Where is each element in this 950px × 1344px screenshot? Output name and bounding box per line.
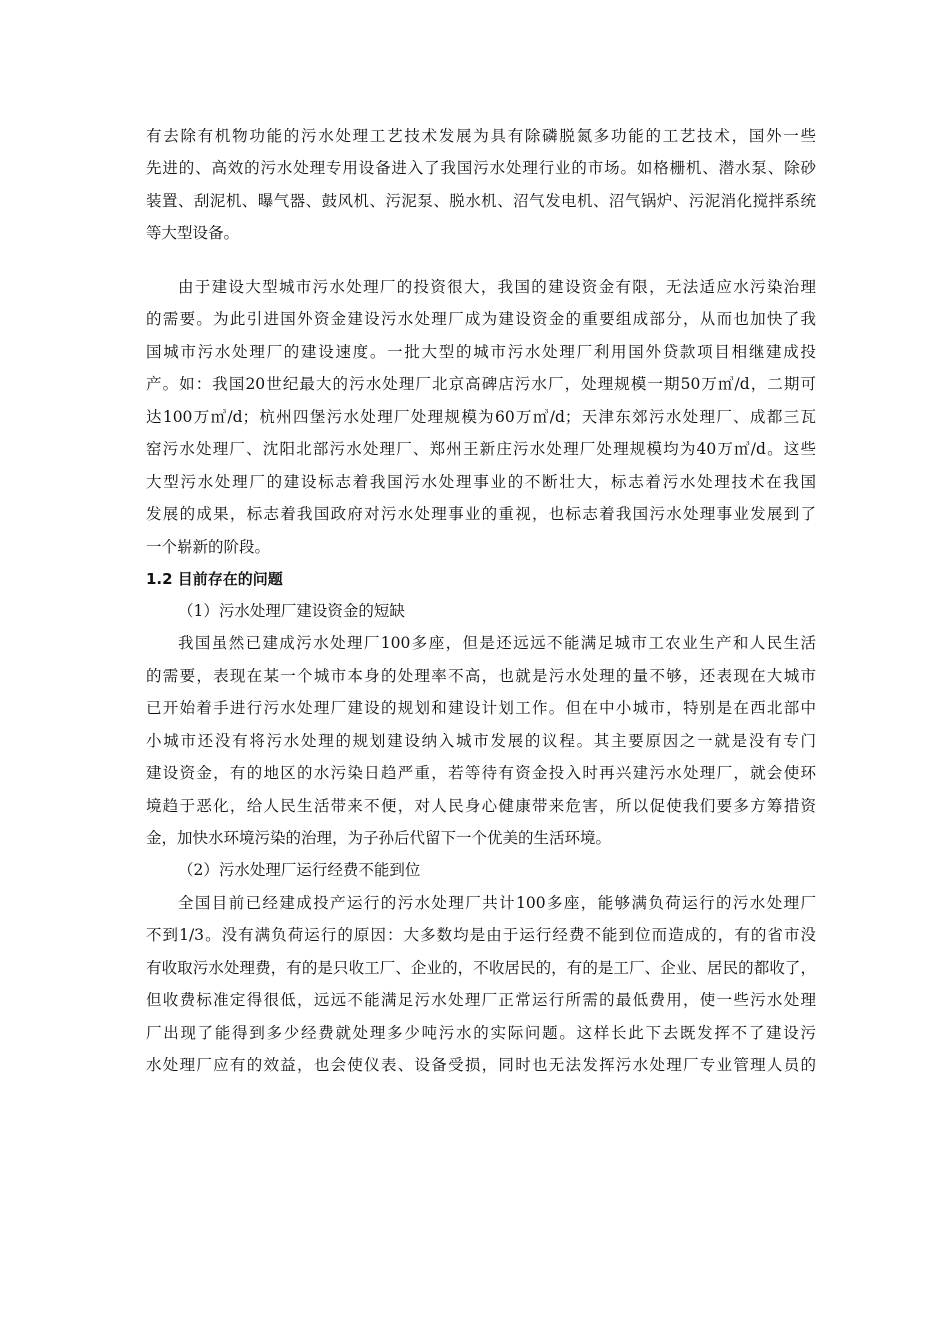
subsection-heading: （2）污水处理厂运行经费不能到位 [178, 861, 421, 879]
subsection-heading: （1）污水处理厂建设资金的短缺 [178, 602, 405, 620]
paragraph-line: 由于建设大型城市污水处理厂的投资很大，我国的建设资金有限，无法适应水污染治理 [178, 278, 816, 296]
paragraph-line: 有收取污水处理费，有的是只收工厂、企业的，不收居民的，有的是工厂、企业、居民的都收了， [146, 959, 816, 977]
paragraph-line: 大型污水处理厂的建设标志着我国污水处理事业的不断壮大，标志着污水处理技术在我国 [146, 473, 816, 491]
paragraph-line: 有去除有机物功能的污水处理工艺技术发展为具有除磷脱氮多功能的工艺技术，国外一些 [146, 127, 816, 145]
paragraph-line: 水处理厂应有的效益，也会使仪表、设备受损，同时也无法发挥污水处理厂专业管理人员的 [146, 1056, 816, 1074]
paragraph-line: 的需要，表现在某一个城市本身的处理率不高，也就是污水处理的量不够，还表现在大城市 [146, 667, 816, 685]
paragraph-line: 全国目前已经建成投产运行的污水处理厂共计100多座，能够满负荷运行的污水处理厂 [178, 894, 816, 912]
paragraph-line: 等大型设备。 [146, 224, 240, 242]
paragraph-line: 金，加快水环境污染的治理，为子孙后代留下一个优美的生活环境。 [146, 829, 612, 847]
paragraph-line: 先进的、高效的污水处理专用设备进入了我国污水处理行业的市场。如格栅机、潜水泵、除砂 [146, 159, 816, 177]
paragraph-line: 产。如：我国20世纪最大的污水处理厂北京高碑店污水厂，处理规模一期50万㎥/d，二期可 [146, 375, 816, 393]
paragraph-line: 已开始着手进行污水处理厂建设的规划和建设计划工作。但在中小城市，特别是在西北部中 [146, 699, 816, 717]
paragraph-line: 装置、刮泥机、曝气器、鼓风机、污泥泵、脱水机、沼气发电机、沼气锅炉、污泥消化搅拌系统 [146, 192, 816, 210]
paragraph-line: 窑污水处理厂、沈阳北部污水处理厂、郑州王新庄污水处理厂处理规模均为40万㎥/d。这些 [146, 440, 816, 458]
paragraph-line: 我国虽然已建成污水处理厂100多座，但是还远远不能满足城市工农业生产和人民生活 [178, 634, 816, 652]
paragraph-line: 建设资金，有的地区的水污染日趋严重，若等待有资金投入时再兴建污水处理厂，就会使环 [146, 764, 816, 782]
paragraph-line: 不到1/3。没有满负荷运行的原因：大多数均是由于运行经费不能到位而造成的，有的省市没 [146, 926, 816, 944]
paragraph-line: 发展的成果，标志着我国政府对污水处理事业的重视，也标志着我国污水处理事业发展到了 [146, 505, 816, 523]
paragraph-line: 国城市污水处理厂的建设速度。一批大型的城市污水处理厂利用国外贷款项目相继建成投 [146, 343, 816, 361]
paragraph-line: 一个崭新的阶段。 [146, 538, 271, 556]
section-heading: 1.2 目前存在的问题 [146, 570, 283, 588]
paragraph-line: 小城市还没有将污水处理的规划建设纳入城市发展的议程。其主要原因之一就是没有专门 [146, 732, 816, 750]
paragraph-line: 厂出现了能得到多少经费就处理多少吨污水的实际问题。这样长此下去既发挥不了建设污 [146, 1024, 816, 1042]
paragraph-line: 境趋于恶化，给人民生活带来不便，对人民身心健康带来危害，所以促使我们要多方筹措资 [146, 797, 816, 815]
paragraph-line: 达100万㎥/d；杭州四堡污水处理厂处理规模为60万㎥/d；天津东郊污水处理厂、成都三瓦 [146, 408, 816, 426]
paragraph-line: 的需要。为此引进国外资金建设污水处理厂成为建设资金的重要组成部分，从而也加快了我 [146, 310, 816, 328]
paragraph-line: 但收费标准定得很低，远远不能满足污水处理厂正常运行所需的最低费用，使一些污水处理 [146, 991, 816, 1009]
